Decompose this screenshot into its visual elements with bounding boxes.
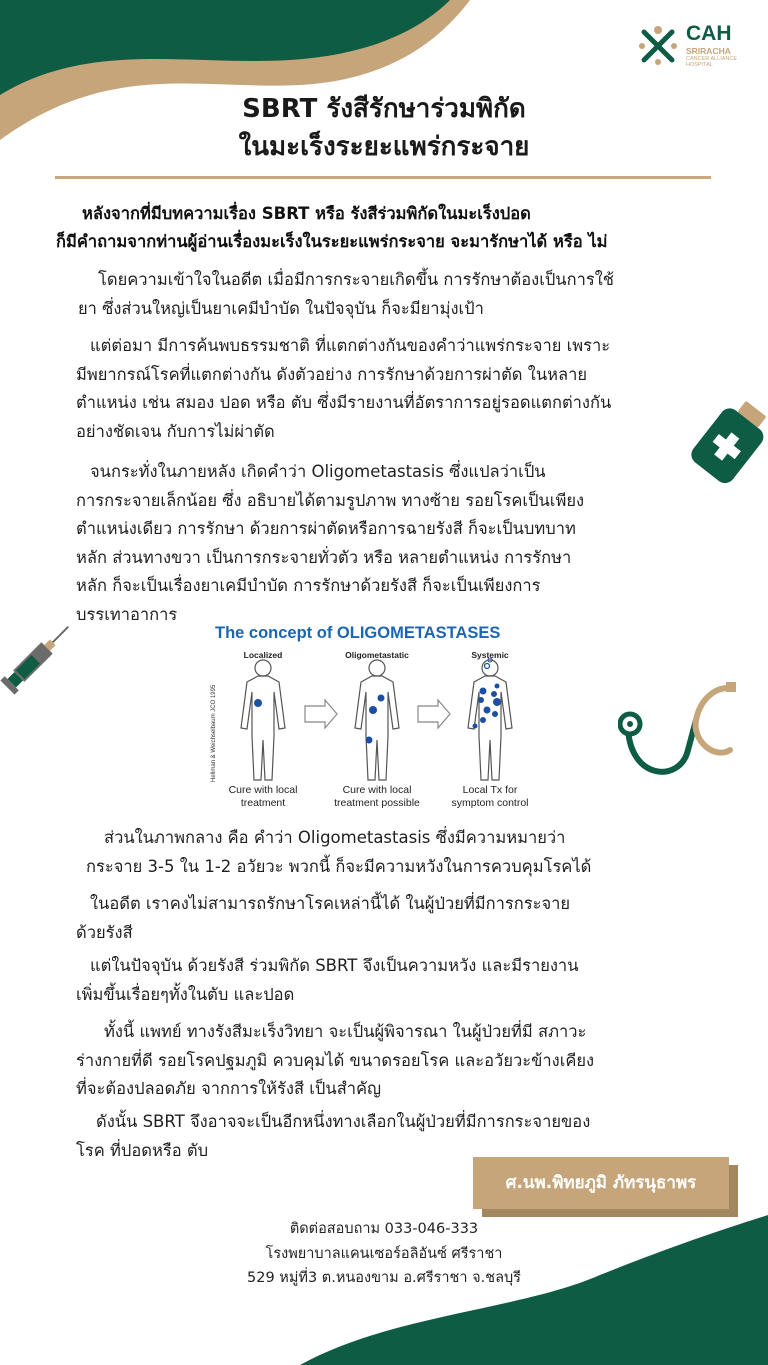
metastasis-dots — [254, 658, 501, 744]
syringe-icon — [0, 615, 78, 697]
figure-title: The concept of OLIGOMETASTASES — [215, 624, 501, 642]
paragraph-line: บรรเทาอาการ — [76, 604, 178, 624]
intro-line1: หลังจากที่มีบทความเรื่อง SBRT หรือ รังสีร่วมพิกัดในมะเร็งปอด — [82, 204, 531, 223]
paragraph-line: ตำแหน่งเดียว การรักษา ด้วยการผ่าตัดหรือการฉายรังสี ก็จะเป็นบทบาท — [76, 519, 576, 539]
logo-line2: CANCER ALLIANCE — [686, 56, 738, 62]
caption-line: Cure with local — [228, 784, 298, 796]
arrow-right-icon — [418, 700, 450, 728]
logo-line1: SRIRACHA — [686, 46, 731, 56]
paragraph-line: มีพยากรณ์โรคที่แตกต่างกัน ดังตัวอย่าง การรักษาด้วยการผ่าตัด ในหลาย — [76, 364, 588, 384]
figure-column-label-oligometastatic: Oligometastatic — [345, 650, 409, 660]
paragraph-line: จนกระทั่งในภายหลัง เกิดคำว่า Oligometastasis ซึ่งแปลว่าเป็น — [90, 462, 546, 481]
caption-line: Cure with local — [342, 784, 412, 796]
caption-line: treatment possible — [334, 797, 420, 809]
figure-caption-systemic — [435, 784, 545, 810]
body-localized — [241, 660, 285, 780]
figure-caption-oligometastatic — [322, 784, 432, 810]
cross-ribbon-icon — [636, 24, 680, 68]
figure-column-label-systemic: Systemic — [471, 650, 509, 660]
paragraph-6 — [76, 952, 716, 1009]
stethoscope-icon — [618, 680, 768, 790]
paragraph-line: หลัก ส่วนทางขวา เป็นการกระจายทั่วตัว หรือ หลายตำแหน่ง การรักษา — [76, 547, 572, 567]
logo-line3: HOSPITAL — [686, 62, 713, 68]
author-name: ศ.นพ.พิทยภูมิ ภัทรนุธาพร — [505, 1173, 697, 1193]
paragraph-line: ดังนั้น SBRT จึงอาจจะเป็นอีกหนึ่งทางเลือกในผู้ป่วยที่มีการกระจายของ — [96, 1112, 591, 1131]
page-title-line1: SBRT รังสีรักษาร่วมพิกัด — [242, 94, 526, 124]
paragraph-4 — [86, 824, 726, 881]
page-title-line2: ในมะเร็งระยะแพร่กระจาย — [238, 132, 530, 162]
paragraph-line: โรค ที่ปอดหรือ ตับ — [76, 1140, 209, 1160]
paragraph-line: อย่างชัดเจน กับการไม่ผ่าตัด — [76, 421, 275, 441]
figure-caption-localized — [208, 784, 318, 810]
paragraph-line: ยา ซึ่งส่วนใหญ่เป็นยาเคมีบำบัด ในปัจจุบัน ก็จะมียามุ่งเป้า — [78, 298, 484, 318]
arrow-right-icon — [305, 700, 337, 728]
figure-column-label-localized: Localized — [243, 650, 283, 660]
contact-address: 529 หมู่ที่3 ต.หนองขาม อ.ศรีราชา จ.ชลบุรี — [247, 1270, 521, 1286]
caption-line: Local Tx for — [462, 784, 518, 796]
paragraph-1 — [78, 266, 718, 323]
paragraph-line: ตำแหน่ง เช่น สมอง ปอด หรือ ตับ ซึ่งมีรายงานที่อัตราการอยู่รอดแตกต่างกัน — [76, 393, 612, 413]
paragraph-line: แต่ในปัจจุบัน ด้วยรังสี ร่วมพิกัด SBRT จึงเป็นความหวัง และมีรายงาน — [90, 956, 579, 975]
paragraph-3 — [76, 458, 716, 630]
paragraph-line: ที่จะต้องปลอดภัย จากการให้รังสี เป็นสำคัญ — [76, 1079, 382, 1099]
paragraph-line: แต่ต่อมา มีการค้นพบธรรมชาติ ที่แตกต่างกันของคำว่าแพร่กระจาย เพราะ — [90, 336, 611, 355]
contact-hospital: โรงพยาบาลแคนเซอร์อลิอันซ์ ศรีราชา — [265, 1246, 503, 1262]
paragraph-line: เพิ่มขึ้นเรื่อยๆทั้งในตับ และปอด — [76, 984, 295, 1004]
figure-body-diagrams — [205, 658, 555, 782]
caption-line: treatment — [240, 797, 286, 809]
body-oligometastatic — [355, 660, 399, 780]
paragraph-line: โดยความเข้าใจในอดีต เมื่อมีการกระจายเกิดขึ้น การรักษาต้องเป็นการใช้ — [98, 270, 614, 289]
hospital-logo — [636, 22, 756, 72]
paragraph-2 — [76, 332, 716, 446]
paragraph-line: ทั้งนี้ แพทย์ ทางรังสีมะเร็งวิทยา จะเป็นผู้พิจารณา ในผู้ป่วยที่มี สภาวะ — [104, 1022, 587, 1041]
paragraph-line: หลัก ก็จะเป็นเรื่องยาเคมีบำบัด การรักษาด้วยรังสี ก็จะเป็นเพียงการ — [76, 576, 541, 596]
medicine-bottle-icon — [690, 398, 768, 490]
paragraph-7 — [76, 1018, 716, 1104]
intro-line2: ก็มีคำถามจากท่านผู้อ่านเรื่องมะเร็งในระยะแพร่กระจาย จะมารักษาได้ หรือ ไม่ — [56, 232, 608, 251]
title-divider — [55, 176, 711, 179]
figure-credit: Hellman & Weichselbaum JCO 1995 — [211, 684, 217, 782]
paragraph-5 — [76, 890, 716, 947]
paragraph-line: ในอดีต เราคงไม่สามารถรักษาโรคเหล่านี้ได้ ในผู้ป่วยที่มีการกระจาย — [90, 894, 571, 913]
paragraph-line: ส่วนในภาพกลาง คือ คำว่า Oligometastasis ซึ่งมีความหมายว่า — [104, 828, 566, 847]
paragraph-line: ด้วยรังสี — [76, 922, 133, 942]
paragraph-line: ร่างกายที่ดี รอยโรคปฐมภูมิ ควบคุมได้ ขนาดรอยโรค และอวัยวะข้างเคียง — [76, 1050, 595, 1070]
body-systemic — [468, 660, 512, 780]
paragraph-line: กระจาย 3-5 ใน 1-2 อวัยวะ พวกนี้ ก็จะมีความหวังในการควบคุมโรคได้ — [86, 856, 592, 876]
oligometastases-figure — [205, 622, 555, 818]
logo-name: CAH — [686, 22, 732, 45]
caption-line: symptom control — [451, 797, 529, 809]
paragraph-line: การกระจายเล็กน้อย ซึ่ง อธิบายได้ตามรูปภาพ ทางซ้าย รอยโรคเป็นเพียง — [76, 490, 585, 510]
contact-phone: ติดต่อสอบถาม 033-046-333 — [289, 1221, 479, 1237]
